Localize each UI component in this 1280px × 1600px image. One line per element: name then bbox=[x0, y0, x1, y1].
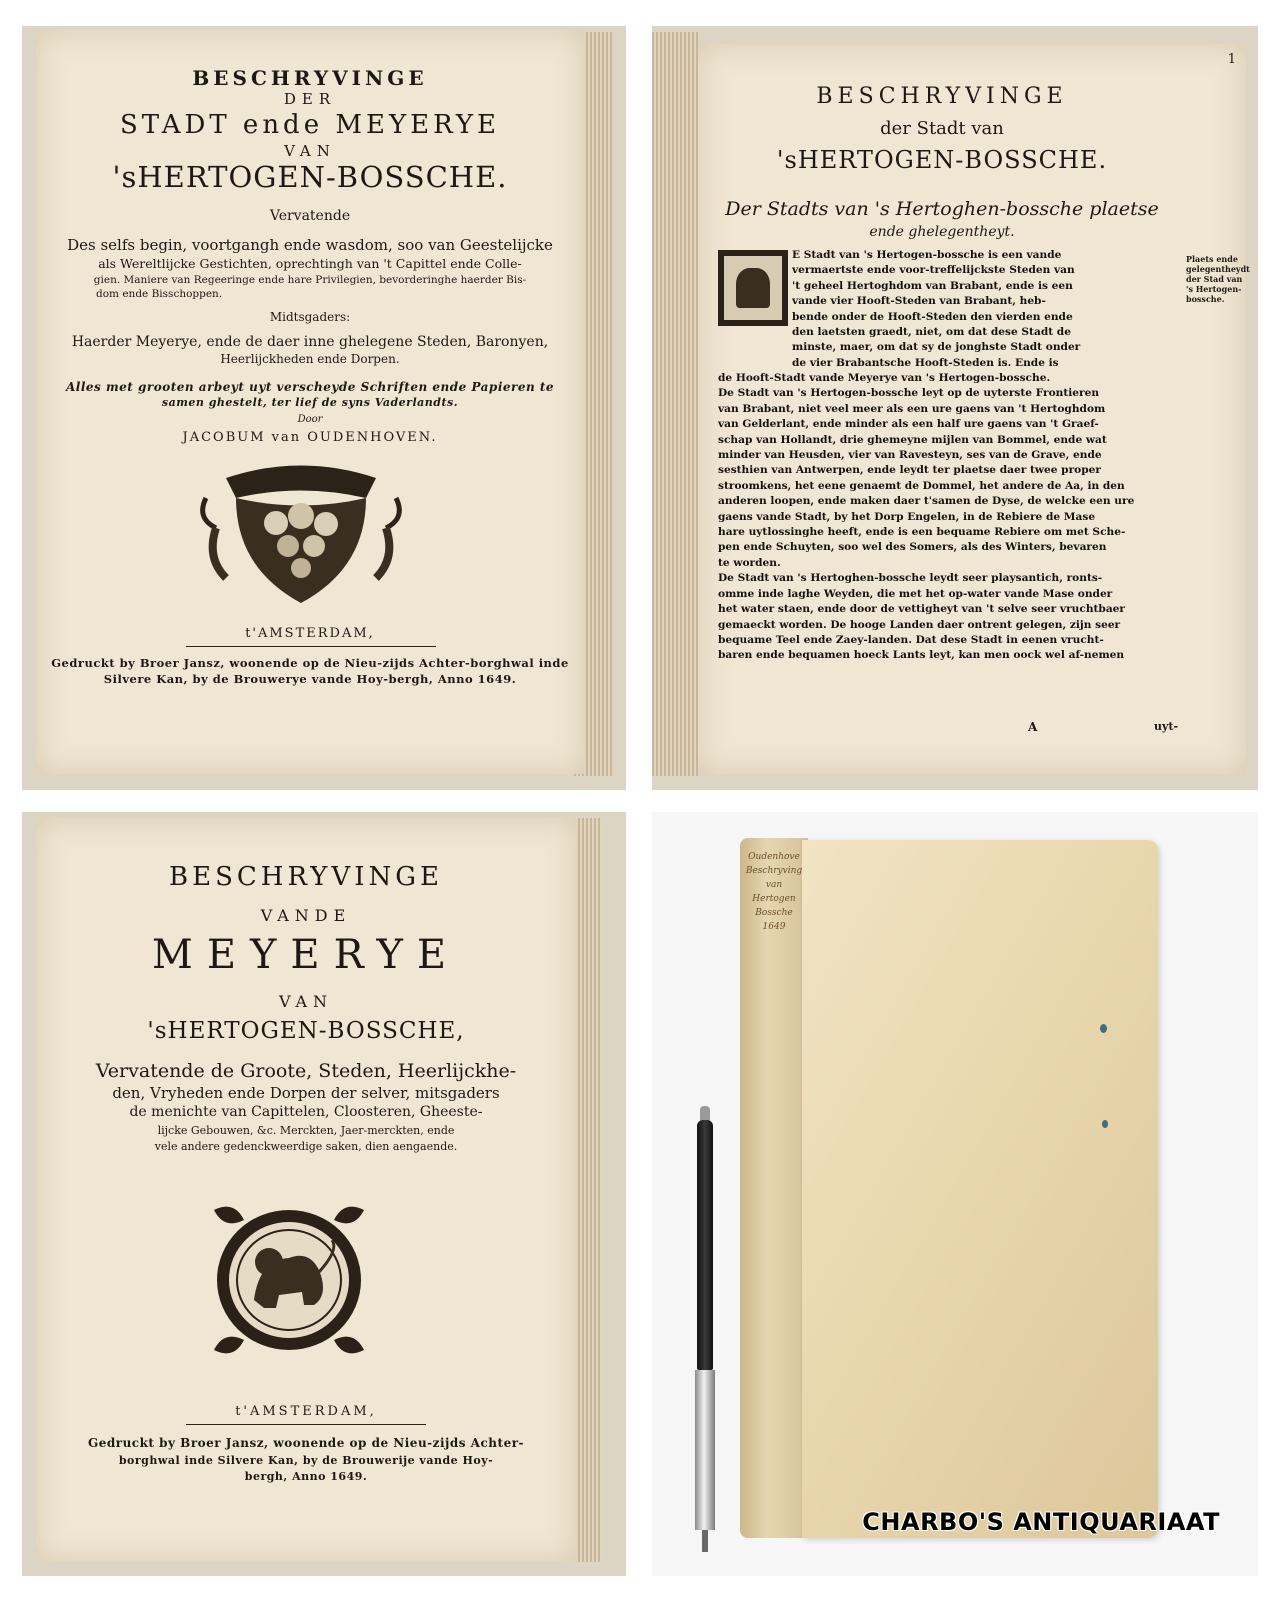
margin-note bbox=[1186, 254, 1250, 304]
imprint-line: borghwal inde Silvere Kan, by de Brouwerije vande Hoy- bbox=[118, 1454, 494, 1467]
text-line: sesthien van Antwerpen, ende leydt ter plaetse daer twee proper bbox=[718, 464, 1101, 477]
imprint-city: t'AMSTERDAM, bbox=[235, 1404, 377, 1419]
title-line: 'sHERTOGEN-BOSSCHE. bbox=[112, 160, 508, 194]
page-number: 1 bbox=[1227, 52, 1236, 67]
text-line: schap van Hollandt, drie ghemeyne mijlen van Bommel, ende wat bbox=[718, 433, 1107, 446]
imprint-rule bbox=[186, 1424, 426, 1425]
text-line: van Brabant, niet veel meer als een ure gaens van 't Hertoghdom bbox=[718, 402, 1106, 415]
subtitle-line: samen ghestelt, ter lief de syns Vaderlandts. bbox=[161, 396, 459, 409]
heading-line: der Stadt van bbox=[880, 118, 1004, 139]
margin-note-line: 's Hertogen- bbox=[1186, 284, 1242, 294]
text-line: pen ende Schuyten, soo wel des Somers, als des Winters, bevaren bbox=[718, 541, 1107, 554]
subtitle-line: Vervatende de Groote, Steden, Heerlijckhe- bbox=[95, 1060, 517, 1082]
vellum-front-cover bbox=[802, 840, 1158, 1538]
text-line: den laetsten graedt, niet, om dat dese Stadt de bbox=[792, 326, 1071, 339]
subtitle-line: Haerder Meyerye, ende de daer inne ghelegene Steden, Baronyen, bbox=[71, 334, 549, 350]
title-page bbox=[36, 818, 576, 1562]
text-line: hare uytlossinghe heeft, ende is een bequame Rebiere om met Sche- bbox=[718, 526, 1126, 539]
spine-label bbox=[744, 850, 804, 934]
text-line: minder van Heusden, vier van Ravesteyn, ses van de Grave, ende bbox=[718, 449, 1102, 462]
subtitle-line: vele andere gedenckweerdige saken, dien aengaende. bbox=[154, 1140, 458, 1153]
title-line: DER bbox=[283, 90, 337, 108]
margin-note-line: der Stad van bbox=[1186, 274, 1243, 284]
spine-label-line: Oudenhove bbox=[748, 852, 800, 862]
subtitle-line: de menichte van Capittelen, Cloosteren, Gheeste- bbox=[129, 1104, 483, 1120]
imprint-line: Gedruckt by Broer Jansz, woonende op de Nieu-zijds Achter-borghwal inde bbox=[51, 656, 569, 670]
dealer-watermark: CHARBO'S ANTIQUARIAAT bbox=[862, 1508, 1220, 1536]
title-line: VAN bbox=[278, 992, 334, 1011]
author-prefix: Door bbox=[297, 414, 323, 425]
title-line: STADT ende MEYERYE bbox=[119, 110, 501, 140]
stain-spot bbox=[1102, 1120, 1108, 1128]
spine-label-line: Bossche bbox=[755, 908, 793, 918]
photo-title-page-stadt bbox=[22, 26, 626, 790]
printer-device-fruit-basket bbox=[196, 458, 406, 608]
body-text bbox=[718, 371, 1182, 664]
subtitle-line: den, Vryheden ende Dorpen der selver, mitsgaders bbox=[112, 1084, 500, 1102]
margin-note-line: bossche. bbox=[1186, 294, 1225, 304]
margin-note-line: Plaets ende bbox=[1186, 254, 1238, 264]
catchword: uyt- bbox=[1154, 720, 1179, 733]
text-line: anderen loopen, ende maken daer t'samen de Dyse, de welcke een ure bbox=[718, 495, 1135, 508]
imprint-city: t'AMSTERDAM, bbox=[245, 626, 375, 641]
text-line: het water staen, ende door de vettigheyt van 't selve seer vruchtbaer bbox=[718, 603, 1126, 616]
title-line: MEYERYE bbox=[151, 932, 461, 978]
body-text-indented bbox=[792, 248, 1182, 371]
heading-line: BESCHRYVINGE bbox=[816, 84, 1068, 109]
subtitle-line: als Wereltlijcke Gestichten, oprechtingh van 't Capittel ende Colle- bbox=[98, 256, 522, 271]
title-line: BESCHRYVINGE bbox=[192, 66, 428, 90]
text-line: de Hooft-Stadt vande Meyerye van 's Hertogen-bossche. bbox=[718, 372, 1051, 384]
text-line: te worden. bbox=[718, 556, 781, 569]
text-line: gemaeckt worden. De hooge Landen daer ontrent gelegen, zijn seer bbox=[718, 618, 1121, 631]
title-line: VAN bbox=[284, 142, 336, 160]
text-line: vermaertste ende voor-treffelijckste Steden van bbox=[792, 264, 1075, 277]
photo-vellum-binding bbox=[652, 812, 1258, 1576]
spine-label-line: van bbox=[765, 880, 783, 890]
subtitle-line: gien. Maniere van Regeeringe ende hare Privilegien, bevorderinghe haerder Bis- bbox=[93, 274, 527, 286]
text-line: De Stadt van 's Hertogen-bossche leyt op de uyterste Frontieren bbox=[718, 387, 1100, 400]
imprint-line: Silvere Kan, by de Brouwerye vande Hoy-bergh, Anno 1649. bbox=[103, 672, 517, 686]
margin-note-line: gelegentheydt bbox=[1186, 264, 1250, 274]
title-line: VANDE bbox=[260, 906, 352, 925]
text-line: E Stadt van 's Hertogen-bossche is een vande bbox=[792, 249, 1062, 261]
section-heading: ende ghelegentheyt. bbox=[869, 224, 1015, 240]
text-page bbox=[698, 44, 1250, 774]
signature-mark: A bbox=[1028, 720, 1038, 734]
spine-label-line: 1649 bbox=[762, 922, 786, 932]
text-line: stroomkens, het eene genaemt de Dommel, het andere de Aa, in den bbox=[718, 479, 1125, 492]
subtitle-line: lijcke Gebouwen, &c. Merckten, Jaer-merckten, ende bbox=[157, 1124, 455, 1137]
photo-first-text-page bbox=[652, 26, 1258, 790]
author-name: JACOBUM van OUDENHOVEN. bbox=[182, 430, 438, 445]
stain-spot bbox=[1100, 1024, 1107, 1033]
spine-label-line: Beschryving bbox=[745, 866, 803, 876]
imprint-rule bbox=[186, 646, 436, 647]
subtitle-line: Des selfs begin, voortgangh ende wasdom, soo van Geestelijcke bbox=[67, 236, 553, 254]
text-line: bequame Teel ende Zaey-landen. Dat dese Stadt in eenen vrucht- bbox=[718, 633, 1104, 646]
imprint-line: bergh, Anno 1649. bbox=[244, 1470, 368, 1483]
decorated-initial-d bbox=[718, 250, 788, 326]
text-line: vande vier Hooft-Steden van Brabant, heb- bbox=[792, 295, 1046, 308]
title-line: BESCHRYVINGE bbox=[169, 862, 443, 892]
text-line: de vier Brabantsche Hooft-Steden is. Ende is bbox=[792, 356, 1059, 369]
ballpoint-pen bbox=[694, 1106, 716, 1552]
page-edges bbox=[652, 32, 698, 776]
title-line: 'sHERTOGEN-BOSSCHE, bbox=[147, 1018, 465, 1044]
heading-line: 'sHERTOGEN-BOSSCHE. bbox=[776, 146, 1108, 174]
text-line: baren ende bequamen hoeck Lants leyt, kan men oock wel af-nemen bbox=[718, 649, 1125, 662]
section-heading: Der Stadts van 's Hertoghen-bossche plaetse bbox=[725, 198, 1159, 220]
text-line: 't geheel Hertoghdom van Brabant, ende is een bbox=[792, 279, 1073, 292]
photo-title-page-meyerye bbox=[22, 812, 626, 1576]
title-page bbox=[36, 30, 584, 774]
text-line: omme inde laghe Weyden, die met het op-water vande Mase onder bbox=[718, 587, 1113, 600]
spine-label-line: Hertogen bbox=[752, 894, 796, 904]
text-line: bende onder de Hooft-Steden den vierden ende bbox=[792, 310, 1073, 323]
printer-device-lion-medallion bbox=[204, 1200, 374, 1360]
subtitle-line: Vervatende bbox=[269, 208, 351, 224]
book-spine bbox=[740, 838, 808, 1538]
subtitle-line: Midtsgaders: bbox=[269, 310, 351, 324]
text-line: minste, maer, om dat sy de jonghste Stadt onder bbox=[792, 341, 1081, 354]
subtitle-line: dom ende Bisschoppen. bbox=[96, 288, 223, 300]
text-line: De Stadt van 's Hertoghen-bossche leydt seer playsantich, ronts- bbox=[718, 572, 1103, 585]
imprint-line: Gedruckt by Broer Jansz, woonende op de Nieu-zijds Achter- bbox=[87, 1436, 525, 1450]
text-line: van Gelderlant, ende minder als een half ure gaens van 't Graef- bbox=[718, 418, 1099, 431]
subtitle-line: Heerlijckheden ende Dorpen. bbox=[220, 352, 400, 366]
text-line: gaens vande Stadt, by het Dorp Engelen, in de Rebiere de Mase bbox=[718, 510, 1096, 523]
subtitle-line: Alles met grooten arbeyt uyt verscheyde Schriften ende Papieren te bbox=[65, 380, 555, 394]
